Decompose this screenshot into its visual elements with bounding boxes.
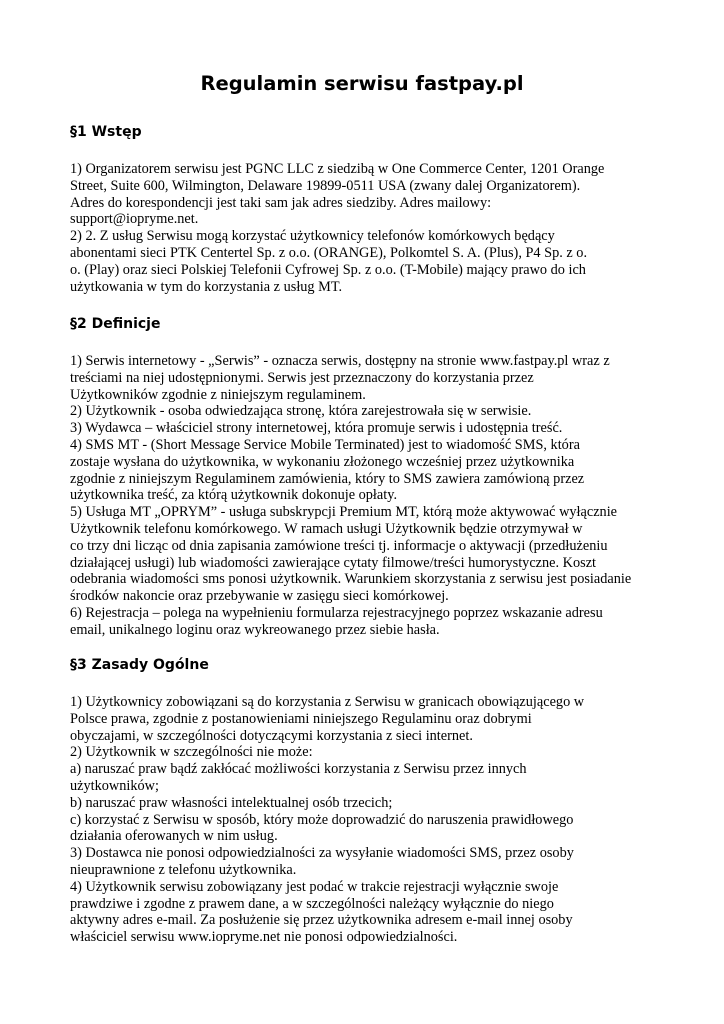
paragraph-line: 2) Użytkownik w szczególności nie może: (70, 744, 313, 761)
section-body-definitions (70, 353, 650, 639)
section-heading-intro: §1 Wstęp (70, 124, 142, 140)
paragraph-line: 4) Użytkownik serwisu zobowiązany jest podać w trakcie rejestracji wyłącznie swoje (70, 878, 559, 895)
paragraph-line: 5) Usługa MT „OPRYM” - usługa subskrypcji Premium MT, którą może aktywować wyłącznie (70, 504, 618, 521)
paragraph-line: aktywny adres e-mail. Za posłużenie się przez użytkownika adresem e-mail innej osoby (70, 912, 573, 929)
paragraph-line: Adres do korespondencji jest taki sam jak adres siedziby. Adres mailowy: (70, 194, 492, 211)
paragraph-line: 3) Dostawca nie ponosi odpowiedzialności za wysyłanie wiadomości SMS, przez osoby (70, 845, 574, 862)
paragraph-line: 1) Użytkownicy zobowiązani są do korzystania z Serwisu w granicach obowiązującego w (70, 694, 585, 710)
paragraph-line: treściami na niej udostępnionymi. Serwis jest przeznaczony do korzystania przez (70, 369, 534, 386)
paragraph-line: właściciel serwisu www.iopryme.net nie ponosi odpowiedzialności. (70, 929, 458, 946)
paragraph-line: 2) 2. Z usług Serwisu mogą korzystać użytkownicy telefonów komórkowych będący (70, 228, 555, 245)
section-body-general-rules (70, 694, 650, 946)
paragraph-line: odebrania wiadomości sms ponosi użytkownik. Warunkiem skorzystania z serwisu jest posiadanie (70, 571, 632, 588)
paragraph-line: 6) Rejestracja – polega na wypełnieniu formularza rejestracyjnego poprzez wskazanie adresu (70, 604, 603, 621)
paragraph-line: Street, Suite 600, Wilmington, Delaware 19899-0511 USA (zwany dalej Organizatorem). (70, 177, 581, 194)
paragraph-line: Użytkownik telefonu komórkowego. W ramach usługi Użytkownik będzie otrzymywał w (70, 520, 583, 537)
paragraph-line: 4) SMS MT - (Short Message Service Mobile Terminated) jest to wiadomość SMS, która (70, 436, 580, 453)
paragraph-line: o. (Play) oraz sieci Polskiej Telefonii Cyfrowej Sp. z o.o. (T-Mobile) mający prawo do ich (70, 261, 586, 278)
section-body-intro (70, 161, 650, 295)
paragraph-line: środków nakoncie oraz przebywanie w zasięgu sieci komórkowej. (70, 588, 449, 605)
paragraph-line: co trzy dni licząc od dnia zapisania zamówione treści tj. informacje o aktywacji (przedłużeniu (70, 537, 608, 554)
document-title: Regulamin serwisu fastpay.pl (200, 72, 524, 95)
paragraph-line: użytkowania w tym do korzystania z usług MT. (70, 278, 343, 295)
paragraph-line: nieuprawnione z telefonu użytkownika. (70, 861, 297, 878)
paragraph-line: działającej usługi) lub wiadomości zawierające cytaty filmowe/treści humorystyczne. Koszt (70, 554, 597, 571)
paragraph-line: 3) Wydawca – właściciel strony internetowej, która promuje serwis i udostępnia treść. (70, 420, 563, 437)
paragraph-line: użytkownika treść, za którą użytkownik dokonuje opłaty. (70, 487, 398, 504)
paragraph-line: 2) Użytkownik - osoba odwiedzająca stronę, która zarejestrowała się w serwisie. (70, 403, 532, 420)
paragraph-line: zostaje wysłana do użytkownika, w wykonaniu złożonego wcześniej przez użytkownika (70, 453, 575, 470)
paragraph-line: abonentami sieci PTK Centertel Sp. z o.o. (ORANGE), Polkomtel S. A. (Plus), P4 Sp. z o. (70, 244, 588, 261)
paragraph-line: Polsce prawa, zgodnie z postanowieniami niniejszego Regulaminu oraz dobrymi (70, 710, 532, 727)
paragraph-line: działania oferowanych w nim usług. (70, 828, 278, 845)
paragraph-line: obyczajami, w szczególności dotyczącymi korzystania z sieci internet. (70, 727, 473, 744)
paragraph-line: 1) Organizatorem serwisu jest PGNC LLC z siedzibą w One Commerce Center, 1201 Orange (70, 161, 605, 177)
paragraph-line: support@iopryme.net. (70, 211, 199, 228)
paragraph-line: a) naruszać praw bądź zakłócać możliwości korzystania z Serwisu przez innych (70, 761, 527, 778)
paragraph-line: zgodnie z niniejszym Regulaminem zamówienia, który to SMS zawiera zamówioną przez (70, 470, 585, 487)
paragraph-line: email, unikalnego loginu oraz wykreowanego przez siebie hasła. (70, 621, 440, 638)
paragraph-line: 1) Serwis internetowy - „Serwis” - oznacza serwis, dostępny na stronie www.fastpay.pl wraz z (70, 353, 610, 369)
paragraph-line: prawdziwe i zgodne z prawem dane, a w szczególności należący wyłącznie do niego (70, 895, 554, 912)
paragraph-line: Użytkowników zgodnie z niniejszym regulaminem. (70, 386, 366, 403)
paragraph-line: użytkowników; (70, 777, 159, 794)
section-heading-definitions: §2 Definicje (70, 316, 161, 332)
paragraph-line: b) naruszać praw własności intelektualnej osób trzecich; (70, 794, 393, 811)
section-heading-general-rules: §3 Zasady Ogólne (70, 657, 209, 673)
paragraph-line: c) korzystać z Serwisu w sposób, który może doprowadzić do naruszenia prawidłowego (70, 811, 574, 828)
